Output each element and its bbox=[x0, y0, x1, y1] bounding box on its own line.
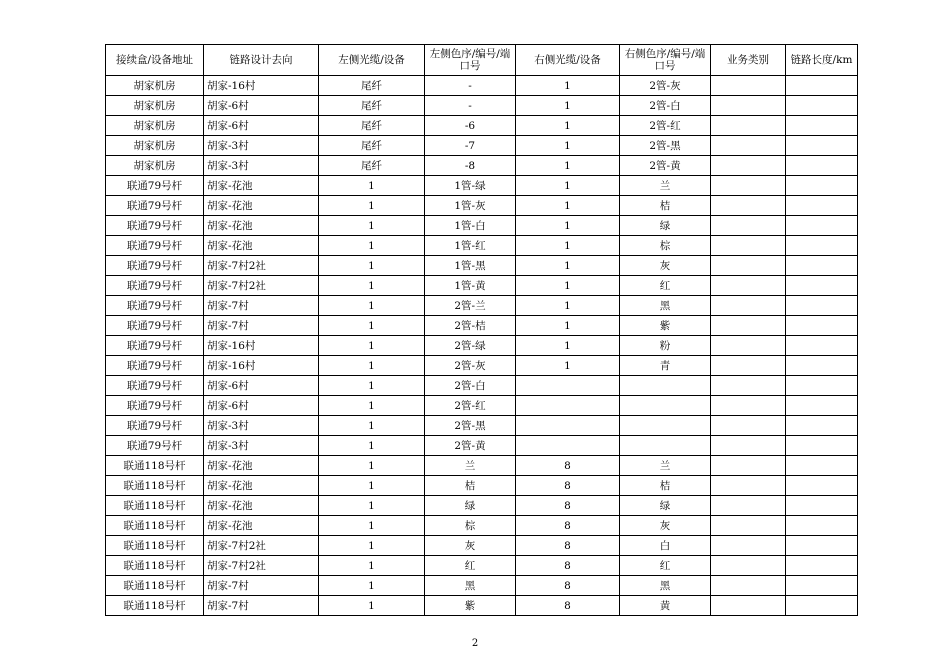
cell-destination: 胡家-花池 bbox=[204, 196, 319, 216]
cell-right-color: 2管-黄 bbox=[620, 156, 711, 176]
cell-address: 胡家机房 bbox=[106, 76, 204, 96]
table-row bbox=[106, 156, 858, 176]
cell-length bbox=[786, 136, 858, 156]
cell-right-cable: 8 bbox=[516, 456, 620, 476]
cell-left-color: 1管-白 bbox=[425, 216, 516, 236]
cell-right-color: 绿 bbox=[620, 216, 711, 236]
table-row bbox=[106, 236, 858, 256]
cell-address: 联通79号杆 bbox=[106, 436, 204, 456]
cell-left-color: 2管-桔 bbox=[425, 316, 516, 336]
cell-address: 联通79号杆 bbox=[106, 216, 204, 236]
cell-destination: 胡家-花池 bbox=[204, 236, 319, 256]
cell-destination: 胡家-6村 bbox=[204, 96, 319, 116]
cell-left-cable: 1 bbox=[319, 376, 425, 396]
cell-length bbox=[786, 296, 858, 316]
cell-service-type bbox=[711, 456, 786, 476]
cell-left-cable: 1 bbox=[319, 556, 425, 576]
cell-right-color: 桔 bbox=[620, 196, 711, 216]
header-service-type: 业务类别 bbox=[711, 45, 786, 76]
cell-service-type bbox=[711, 516, 786, 536]
cell-destination: 胡家-3村 bbox=[204, 156, 319, 176]
table-row bbox=[106, 136, 858, 156]
cell-destination: 胡家-花池 bbox=[204, 516, 319, 536]
cell-right-cable bbox=[516, 436, 620, 456]
cell-left-cable: 尾纤 bbox=[319, 96, 425, 116]
table-row bbox=[106, 396, 858, 416]
cell-destination: 胡家-7村2社 bbox=[204, 276, 319, 296]
cell-left-color: 兰 bbox=[425, 456, 516, 476]
cell-destination: 胡家-7村2社 bbox=[204, 256, 319, 276]
cell-address: 联通79号杆 bbox=[106, 316, 204, 336]
cell-address: 联通79号杆 bbox=[106, 236, 204, 256]
cell-address: 联通79号杆 bbox=[106, 416, 204, 436]
cell-left-color: 灰 bbox=[425, 536, 516, 556]
cell-left-cable: 1 bbox=[319, 476, 425, 496]
cell-destination: 胡家-16村 bbox=[204, 336, 319, 356]
header-row bbox=[106, 45, 858, 76]
cell-left-cable: 1 bbox=[319, 456, 425, 476]
cell-destination: 胡家-16村 bbox=[204, 356, 319, 376]
cell-service-type bbox=[711, 136, 786, 156]
cell-destination: 胡家-7村2社 bbox=[204, 536, 319, 556]
cell-right-color: 黑 bbox=[620, 576, 711, 596]
cell-destination: 胡家-7村 bbox=[204, 296, 319, 316]
cell-address: 联通118号杆 bbox=[106, 496, 204, 516]
cell-right-cable: 1 bbox=[516, 236, 620, 256]
header-splice-box-address: 接续盒/设备地址 bbox=[106, 45, 204, 76]
header-left-color-port: 左侧色序/编号/端口号 bbox=[425, 45, 516, 76]
cell-right-color: 紫 bbox=[620, 316, 711, 336]
cell-length bbox=[786, 376, 858, 396]
cell-length bbox=[786, 156, 858, 176]
header-left-cable-device: 左侧光缆/设备 bbox=[319, 45, 425, 76]
cell-left-cable: 尾纤 bbox=[319, 116, 425, 136]
cell-right-color: 2管-灰 bbox=[620, 76, 711, 96]
cell-address: 联通118号杆 bbox=[106, 516, 204, 536]
cell-right-cable: 8 bbox=[516, 496, 620, 516]
cell-left-color: 红 bbox=[425, 556, 516, 576]
cell-left-color: 2管-兰 bbox=[425, 296, 516, 316]
cell-right-color bbox=[620, 376, 711, 396]
cell-right-cable: 1 bbox=[516, 176, 620, 196]
cell-service-type bbox=[711, 356, 786, 376]
table-row bbox=[106, 336, 858, 356]
cell-length bbox=[786, 476, 858, 496]
cell-left-cable: 1 bbox=[319, 536, 425, 556]
cell-left-cable: 尾纤 bbox=[319, 156, 425, 176]
cell-right-cable: 1 bbox=[516, 216, 620, 236]
cell-left-color: 1管-黑 bbox=[425, 256, 516, 276]
cell-left-color: 绿 bbox=[425, 496, 516, 516]
cell-right-color bbox=[620, 396, 711, 416]
cell-length bbox=[786, 116, 858, 136]
cell-right-color: 黄 bbox=[620, 596, 711, 616]
cell-destination: 胡家-6村 bbox=[204, 396, 319, 416]
header-right-cable-device: 右侧光缆/设备 bbox=[516, 45, 620, 76]
cell-service-type bbox=[711, 336, 786, 356]
cell-service-type bbox=[711, 176, 786, 196]
page-number: 2 bbox=[471, 638, 479, 649]
cell-left-color: - bbox=[425, 76, 516, 96]
cell-length bbox=[786, 516, 858, 536]
table-row bbox=[106, 416, 858, 436]
cell-right-cable: 8 bbox=[516, 536, 620, 556]
fiber-link-table bbox=[105, 44, 858, 616]
cell-destination: 胡家-7村 bbox=[204, 316, 319, 336]
cell-right-color: 白 bbox=[620, 536, 711, 556]
cell-service-type bbox=[711, 416, 786, 436]
cell-right-cable: 8 bbox=[516, 476, 620, 496]
cell-left-color: 1管-红 bbox=[425, 236, 516, 256]
cell-address: 联通79号杆 bbox=[106, 396, 204, 416]
cell-right-color: 绿 bbox=[620, 496, 711, 516]
cell-left-cable: 1 bbox=[319, 396, 425, 416]
cell-service-type bbox=[711, 76, 786, 96]
cell-right-color: 灰 bbox=[620, 516, 711, 536]
cell-left-color: -7 bbox=[425, 136, 516, 156]
cell-service-type bbox=[711, 316, 786, 336]
cell-length bbox=[786, 396, 858, 416]
table-row bbox=[106, 356, 858, 376]
cell-right-color bbox=[620, 436, 711, 456]
table-row bbox=[106, 516, 858, 536]
table-row bbox=[106, 96, 858, 116]
cell-right-color: 灰 bbox=[620, 256, 711, 276]
cell-address: 联通79号杆 bbox=[106, 176, 204, 196]
cell-left-color: 紫 bbox=[425, 596, 516, 616]
table-row bbox=[106, 376, 858, 396]
table-body bbox=[106, 76, 858, 616]
cell-right-cable: 1 bbox=[516, 276, 620, 296]
cell-left-color: 1管-绿 bbox=[425, 176, 516, 196]
cell-length bbox=[786, 456, 858, 476]
table-row bbox=[106, 596, 858, 616]
cell-left-cable: 1 bbox=[319, 316, 425, 336]
cell-left-color: 桔 bbox=[425, 476, 516, 496]
cell-right-color: 棕 bbox=[620, 236, 711, 256]
table-row bbox=[106, 116, 858, 136]
cell-right-cable: 1 bbox=[516, 196, 620, 216]
cell-address: 联通118号杆 bbox=[106, 456, 204, 476]
table-row bbox=[106, 276, 858, 296]
cell-address: 联通79号杆 bbox=[106, 256, 204, 276]
cell-address: 联通118号杆 bbox=[106, 476, 204, 496]
cell-service-type bbox=[711, 116, 786, 136]
cell-left-cable: 1 bbox=[319, 576, 425, 596]
cell-right-cable: 1 bbox=[516, 76, 620, 96]
cell-address: 胡家机房 bbox=[106, 116, 204, 136]
cell-destination: 胡家-7村 bbox=[204, 576, 319, 596]
cell-right-color bbox=[620, 416, 711, 436]
cell-left-cable: 1 bbox=[319, 496, 425, 516]
table-row bbox=[106, 196, 858, 216]
cell-right-color: 兰 bbox=[620, 456, 711, 476]
cell-left-color: 2管-红 bbox=[425, 396, 516, 416]
cell-address: 联通79号杆 bbox=[106, 336, 204, 356]
table-row bbox=[106, 536, 858, 556]
cell-destination: 胡家-花池 bbox=[204, 216, 319, 236]
cell-left-cable: 1 bbox=[319, 276, 425, 296]
table-row bbox=[106, 76, 858, 96]
cell-right-cable: 1 bbox=[516, 136, 620, 156]
cell-length bbox=[786, 576, 858, 596]
cell-length bbox=[786, 76, 858, 96]
cell-length bbox=[786, 196, 858, 216]
cell-right-color: 红 bbox=[620, 276, 711, 296]
cell-left-color: 2管-灰 bbox=[425, 356, 516, 376]
cell-length bbox=[786, 556, 858, 576]
cell-service-type bbox=[711, 396, 786, 416]
table-row bbox=[106, 456, 858, 476]
cell-left-cable: 1 bbox=[319, 196, 425, 216]
cell-destination: 胡家-花池 bbox=[204, 176, 319, 196]
cell-left-color: 1管-黄 bbox=[425, 276, 516, 296]
cell-length bbox=[786, 96, 858, 116]
cell-left-cable: 尾纤 bbox=[319, 136, 425, 156]
cell-length bbox=[786, 536, 858, 556]
header-right-color-port: 右侧色序/编号/端口号 bbox=[620, 45, 711, 76]
cell-destination: 胡家-花池 bbox=[204, 456, 319, 476]
cell-left-color: 2管-白 bbox=[425, 376, 516, 396]
header-link-length: 链路长度/km bbox=[786, 45, 858, 76]
cell-right-color: 粉 bbox=[620, 336, 711, 356]
cell-address: 联通79号杆 bbox=[106, 376, 204, 396]
cell-destination: 胡家-7村 bbox=[204, 596, 319, 616]
table-row bbox=[106, 256, 858, 276]
cell-right-cable: 1 bbox=[516, 256, 620, 276]
cell-right-color: 兰 bbox=[620, 176, 711, 196]
cell-left-cable: 1 bbox=[319, 416, 425, 436]
cell-right-color: 桔 bbox=[620, 476, 711, 496]
cell-service-type bbox=[711, 216, 786, 236]
cell-length bbox=[786, 416, 858, 436]
cell-left-color: 黑 bbox=[425, 576, 516, 596]
header-link-destination: 链路设计去向 bbox=[204, 45, 319, 76]
cell-address: 胡家机房 bbox=[106, 136, 204, 156]
cell-address: 联通118号杆 bbox=[106, 556, 204, 576]
cell-right-color: 黑 bbox=[620, 296, 711, 316]
cell-left-cable: 1 bbox=[319, 296, 425, 316]
cell-service-type bbox=[711, 536, 786, 556]
cell-right-cable: 1 bbox=[516, 356, 620, 376]
cell-right-cable: 1 bbox=[516, 116, 620, 136]
cell-right-color: 青 bbox=[620, 356, 711, 376]
cell-left-color: -6 bbox=[425, 116, 516, 136]
cell-left-color: 2管-黑 bbox=[425, 416, 516, 436]
cell-right-cable: 8 bbox=[516, 516, 620, 536]
cell-left-cable: 1 bbox=[319, 336, 425, 356]
cell-service-type bbox=[711, 236, 786, 256]
cell-service-type bbox=[711, 276, 786, 296]
cell-length bbox=[786, 216, 858, 236]
table-row bbox=[106, 176, 858, 196]
cell-right-color: 2管-黑 bbox=[620, 136, 711, 156]
cell-service-type bbox=[711, 156, 786, 176]
table-row bbox=[106, 476, 858, 496]
cell-right-color: 2管-红 bbox=[620, 116, 711, 136]
cell-address: 联通118号杆 bbox=[106, 596, 204, 616]
cell-destination: 胡家-6村 bbox=[204, 376, 319, 396]
table-row bbox=[106, 556, 858, 576]
cell-left-color: - bbox=[425, 96, 516, 116]
cell-length bbox=[786, 356, 858, 376]
cell-service-type bbox=[711, 576, 786, 596]
cell-address: 联通118号杆 bbox=[106, 576, 204, 596]
cell-right-cable: 1 bbox=[516, 156, 620, 176]
cell-destination: 胡家-花池 bbox=[204, 476, 319, 496]
cell-right-cable: 1 bbox=[516, 296, 620, 316]
cell-destination: 胡家-6村 bbox=[204, 116, 319, 136]
cell-left-cable: 1 bbox=[319, 596, 425, 616]
cell-left-color: -8 bbox=[425, 156, 516, 176]
cell-left-color: 2管-黄 bbox=[425, 436, 516, 456]
cell-length bbox=[786, 316, 858, 336]
cell-address: 胡家机房 bbox=[106, 96, 204, 116]
cell-destination: 胡家-3村 bbox=[204, 416, 319, 436]
cell-service-type bbox=[711, 556, 786, 576]
cell-service-type bbox=[711, 196, 786, 216]
cell-left-cable: 尾纤 bbox=[319, 76, 425, 96]
cell-left-cable: 1 bbox=[319, 216, 425, 236]
cell-left-cable: 1 bbox=[319, 516, 425, 536]
cell-left-cable: 1 bbox=[319, 176, 425, 196]
cell-address: 联通79号杆 bbox=[106, 356, 204, 376]
cell-right-color: 2管-白 bbox=[620, 96, 711, 116]
cell-length bbox=[786, 176, 858, 196]
cell-left-color: 1管-灰 bbox=[425, 196, 516, 216]
cell-length bbox=[786, 256, 858, 276]
cell-length bbox=[786, 336, 858, 356]
table-row bbox=[106, 576, 858, 596]
cell-length bbox=[786, 236, 858, 256]
cell-service-type bbox=[711, 496, 786, 516]
cell-length bbox=[786, 276, 858, 296]
table-row bbox=[106, 216, 858, 236]
cell-destination: 胡家-16村 bbox=[204, 76, 319, 96]
cell-right-color: 红 bbox=[620, 556, 711, 576]
table-row bbox=[106, 296, 858, 316]
cell-service-type bbox=[711, 256, 786, 276]
cell-right-cable bbox=[516, 376, 620, 396]
cell-right-cable bbox=[516, 416, 620, 436]
cell-destination: 胡家-7村2社 bbox=[204, 556, 319, 576]
cell-left-cable: 1 bbox=[319, 436, 425, 456]
cell-length bbox=[786, 496, 858, 516]
cell-service-type bbox=[711, 596, 786, 616]
cell-service-type bbox=[711, 96, 786, 116]
cell-left-cable: 1 bbox=[319, 256, 425, 276]
cell-left-color: 2管-绿 bbox=[425, 336, 516, 356]
cell-right-cable: 8 bbox=[516, 576, 620, 596]
cell-right-cable bbox=[516, 396, 620, 416]
cell-service-type bbox=[711, 376, 786, 396]
cell-length bbox=[786, 596, 858, 616]
cell-destination: 胡家-3村 bbox=[204, 436, 319, 456]
cell-right-cable: 8 bbox=[516, 556, 620, 576]
cell-left-cable: 1 bbox=[319, 236, 425, 256]
cell-address: 联通79号杆 bbox=[106, 276, 204, 296]
cell-right-cable: 1 bbox=[516, 316, 620, 336]
cell-service-type bbox=[711, 476, 786, 496]
cell-destination: 胡家-花池 bbox=[204, 496, 319, 516]
cell-left-color: 棕 bbox=[425, 516, 516, 536]
cell-right-cable: 8 bbox=[516, 596, 620, 616]
table-row bbox=[106, 496, 858, 516]
table-row bbox=[106, 436, 858, 456]
table-row bbox=[106, 316, 858, 336]
cell-address: 联通79号杆 bbox=[106, 196, 204, 216]
cell-destination: 胡家-3村 bbox=[204, 136, 319, 156]
cell-right-cable: 1 bbox=[516, 96, 620, 116]
cell-length bbox=[786, 436, 858, 456]
cell-left-cable: 1 bbox=[319, 356, 425, 376]
cell-right-cable: 1 bbox=[516, 336, 620, 356]
cell-address: 胡家机房 bbox=[106, 156, 204, 176]
cell-service-type bbox=[711, 296, 786, 316]
cell-address: 联通118号杆 bbox=[106, 536, 204, 556]
cell-service-type bbox=[711, 436, 786, 456]
cell-address: 联通79号杆 bbox=[106, 296, 204, 316]
